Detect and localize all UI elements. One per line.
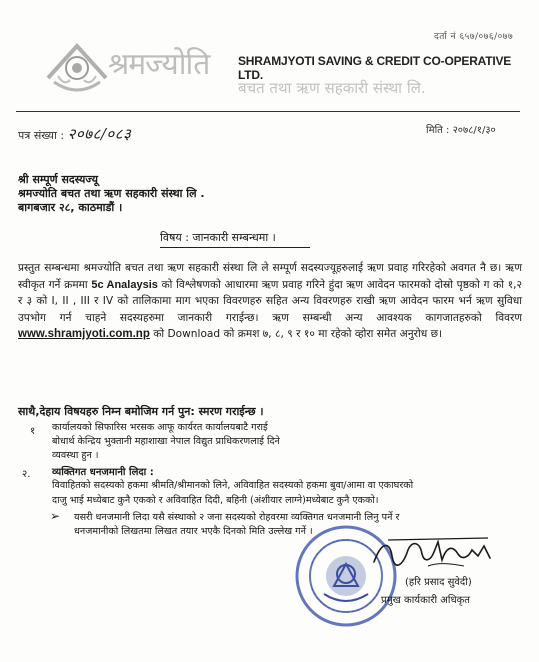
bullet-line-2: धनजमानीको लिखतमा लिखत तयार भएकै दिनको मिति उल्लेख गर्ने । xyxy=(74,526,313,537)
reminder-heading: साथै,देहाय विषयहरु निम्न बमोजिम गर्न पुन: स्मरण गराईन्छ । xyxy=(18,405,264,418)
item-2-line-1: विवाहितको सदस्यको हकमा श्रीमति/श्रीमानको लिने, अविवाहित सदस्यको हकमा बुवा/आमा वा एकाघरको xyxy=(52,480,414,491)
body-text-2: को विश्लेषणको आधारमा ऋण प्रवाह गरिने हुंदा ऋण आवेदन फारमको दोस्रो पृष्ठको ग को १,२ र ३ को I, II , III र IV को तालिकामा माग भएका विवरणहरु सहित अन्य विवरणहरु राखी ऋण आवेदन फारम भर्न ऋण सुविधा उपभोग गर्न चाहने सदस्यहरुमा जानकारी गराईन्छ। ऋण सम्बन्धी अन्य आवश्यक कागजातहरुको विवरण xyxy=(18,278,523,324)
date-value: २०७८/१/३० xyxy=(452,125,496,136)
item-2-title: व्यक्तिगत धनजमानी लिदा : xyxy=(52,467,154,478)
item-1-line-1: कार्यालयको सिफारिस भरसक आफू कार्यरत कार्यालयबाटै गराई xyxy=(52,422,268,433)
body-text-1: प्रस्तुत सम्बन्धमा श्रमज्योति बचत तथा ऋण सहकारी संस्था लि ले सम्पूर्ण सदस्यज्यूहरुलाई ऋण प्रवाह गरिरहेको अवगत नै छ। ऋण स्वीकृत गर्ने क्रममा xyxy=(18,262,522,291)
body-bold-term: 5c Analaysis xyxy=(91,278,158,291)
addressee-line-1: श्री सम्पूर्ण सदस्यज्यू xyxy=(18,173,99,186)
item-1-number: १ xyxy=(30,426,36,437)
item-1-line-2: बोधार्थ केन्द्रिय भुक्तानी महाशाखा नेपाल विद्युत प्राधिकरणलाई दिने xyxy=(52,436,280,447)
registration-number: दर्ता नं ६५७/०७६/०७७ xyxy=(434,32,514,42)
handwritten-signature xyxy=(368,532,498,572)
signatory-title: प्रमुख कार्यकारी अधिकृत xyxy=(381,595,470,606)
body-text-3: को Download को क्रमश ७, ८, ९ र १० मा रहेको व्होरा समेत अनुरोध छ। xyxy=(153,328,443,341)
letter-number xyxy=(18,124,131,144)
body-paragraph xyxy=(18,260,522,343)
org-name-hindi-short: श्रमज्योति xyxy=(108,47,210,82)
addressee-line-3: बागबजार २८, काठमाडौं । xyxy=(18,201,123,214)
signatory-name: (हरि प्रसाद सुवेदी) xyxy=(405,577,472,588)
addressee-line-2: श्रमज्योति बचत तथा ऋण सहकारी संस्था लि . xyxy=(18,187,205,200)
item-2-line-2: दाजु भाई मध्येबाट कुनै एकको र अविवाहित दिदी, बहिनी (अंशीयार लाग्ने)मध्येबाट कुनै एकको। xyxy=(52,495,379,506)
header-divider xyxy=(16,111,520,112)
date-label: मिति : xyxy=(426,125,450,136)
subject-line: विषय : जानकारी सम्बन्धमा । xyxy=(160,231,276,244)
org-name-hindi-full: बचत तथा ऋण सहकारी संस्था लि. xyxy=(238,79,426,97)
arrow-bullet-icon: ➢ xyxy=(50,509,61,523)
item-2-number: २. xyxy=(22,469,31,480)
letter-date xyxy=(426,122,496,136)
letter-number-label: पत्र संख्या : xyxy=(18,129,65,142)
subject-underline xyxy=(160,247,310,248)
website-link[interactable]: www.shramjyoti.com.np xyxy=(18,328,150,341)
org-name-english: SHRAMJYOTI SAVING & CREDIT CO-OPERATIVE LTD. xyxy=(238,54,512,82)
cooperative-logo-icon xyxy=(44,38,110,94)
letter-number-value: २०७८/०८३ xyxy=(67,125,132,143)
item-1-line-3: व्यवस्था हुन । xyxy=(52,450,99,461)
bullet-line-1: यसरी धनजमानी लिदा यसै संस्थाको २ जना सदस्यको रोहवरमा व्यक्तिगत धनजमानी लिनु पर्ने र xyxy=(74,512,400,523)
